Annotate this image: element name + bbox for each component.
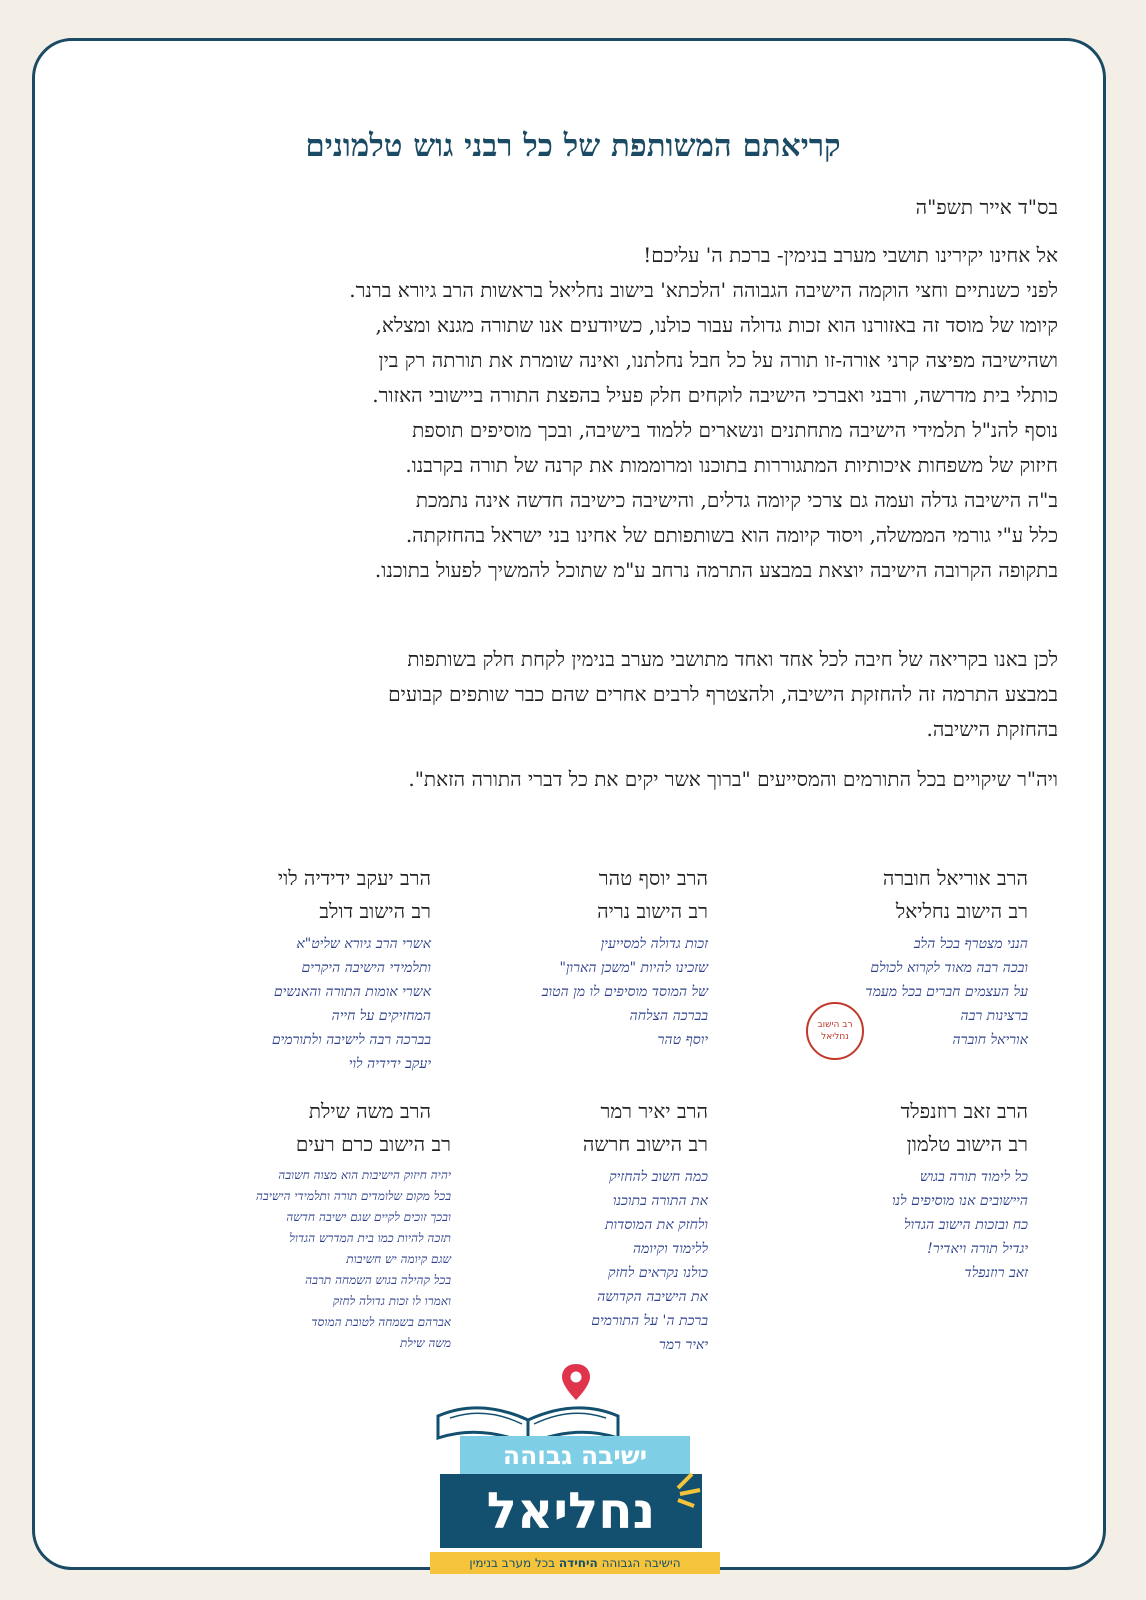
tagline-text: בכל מערב בנימין <box>469 1556 556 1570</box>
handwriting-line: בכל קהילה בגוש השמחה תרבה <box>305 1273 451 1287</box>
letter-date: בס"ד אייר תשפ"ה <box>915 195 1058 219</box>
signature-block <box>728 1095 1028 1285</box>
text-line: בתקופה הקרובה הישיבה יוצאת במבצע התרמה נרחב ע"מ שתוכל להמשיך לפעול בתוכנו. <box>374 558 1058 582</box>
handwriting-line: ברכת ה' על התורמים <box>591 1313 708 1329</box>
handwritten-note <box>408 932 708 1052</box>
paragraph-closing <box>72 762 1058 797</box>
handwriting-line: ברצינות רבה <box>960 1008 1028 1024</box>
handwriting-line: זאב רוזנפלד <box>964 1265 1028 1281</box>
handwriting-line: תזכה להיות כמו בית המדרש הגדול <box>289 1231 451 1245</box>
handwriting-line: זכות גדולה למסייעין <box>600 936 708 952</box>
handwriting-line: יעקב ידידיה לוי <box>348 1056 431 1072</box>
yeshiva-logo <box>430 1362 720 1582</box>
rabbi-name: הרב יאיר רמר <box>600 1099 708 1123</box>
rabbi-town: רב הישוב כרם רעים <box>295 1132 451 1156</box>
rabbi-town: רב הישוב דולב <box>319 899 431 923</box>
handwriting-line: משה שילת <box>399 1336 451 1350</box>
handwriting-line: אברהם בשמחה לטובת המוסד <box>311 1315 451 1329</box>
handwritten-note <box>121 1165 451 1354</box>
text-line: לפני כשנתיים וחצי הוקמה הישיבה הגבוהה 'הלכתא' בישוב נחליאל בראשות הרב גיורא ברנר. <box>349 278 1058 302</box>
handwriting-line: יאיר רמר <box>658 1337 708 1353</box>
logo-tagline <box>430 1552 720 1574</box>
handwriting-line: המחזיקים על חייה <box>331 1008 431 1024</box>
rabbi-town: רב הישוב חרשה <box>582 1132 708 1156</box>
signature-block <box>131 862 431 1076</box>
handwriting-line: שגם קיומה יש חשיבות <box>346 1252 451 1266</box>
text-line: אל אחינו יקירינו תושבי מערב בנימין- ברכת ה' עליכם! <box>643 243 1058 267</box>
rabbi-name: הרב יוסף טהר <box>598 866 708 890</box>
handwriting-line: אשרי הרב גיורא שליט"א <box>296 936 431 952</box>
rabbi-town: רב הישוב טלמון <box>906 1132 1028 1156</box>
rabbi-name: הרב אוריאל חוברה <box>882 866 1028 890</box>
handwriting-line: של המוסד מוסיפים לו מן הטוב <box>541 984 708 1000</box>
handwriting-line: את הישיבה הקדושה <box>597 1289 708 1305</box>
handwriting-line: אשרי אומות התורה והאנשים <box>273 984 431 1000</box>
handwriting-line: על העצמים חברים בכל מעמד <box>865 984 1028 1000</box>
text-line: נוסף להנ"ל תלמידי הישיבה מתחתנים ונשארים ללמוד בישיבה, ובכך מוסיפים תוספת <box>412 418 1058 442</box>
rabbi-town: רב הישוב נריה <box>597 899 708 923</box>
handwriting-line: בכל מקום שלומדים תורה ותלמידי הישיבה <box>255 1189 451 1203</box>
handwriting-line: כל לימוד תורה בגוש <box>919 1169 1028 1185</box>
handwriting-line: ובכה רבה מאוד לקרוא לכולם <box>870 960 1028 976</box>
handwriting-line: ובכך זוכים לקיים שגם ישיבה חדשה <box>286 1210 451 1224</box>
signature-block <box>408 862 708 1052</box>
handwritten-note <box>131 932 431 1076</box>
handwriting-line: היישובים אנו מוסיפים לנו <box>891 1193 1028 1209</box>
handwriting-line: יגדיל תורה ויאדיר! <box>927 1241 1028 1257</box>
signature-block <box>408 1095 708 1357</box>
handwriting-line: יהיה חיזוק הישיבות הוא מצוה חשובה <box>278 1168 451 1182</box>
handwriting-line: כח ובזכות הישוב הגדול <box>904 1217 1028 1233</box>
handwriting-line: יוסף טהר <box>657 1032 708 1048</box>
text-line: בהחזקת הישיבה. <box>926 717 1058 741</box>
text-line: כותלי בית מדרשה, ורבני ואברכי הישיבה לוקחים חלק פעיל בהפצת התורה ביישובי האזור. <box>372 383 1058 407</box>
handwriting-line: ללימוד וקיומה <box>632 1241 708 1257</box>
text-line: במבצע התרמה זה להחזקת הישיבה, ולהצטרף לרבים אחרים שהם כבר שותפים קבועים <box>388 682 1058 706</box>
handwriting-line: הנני מצטרף בכל הלב <box>913 936 1028 952</box>
paragraph-intro <box>72 238 1058 588</box>
tagline-emphasis: היחידה <box>558 1556 598 1570</box>
logo-top-text: ישיבה גבוהה <box>460 1436 690 1476</box>
handwriting-line: שזכינו להיות "משכן הארון" <box>559 960 708 976</box>
handwriting-line: ולחזק את המוסדות <box>604 1217 708 1233</box>
text-line: לכן באנו בקריאה של חיבה לכל אחד ואחד מתושבי מערב בנימין לקחת חלק בשותפות <box>407 647 1058 671</box>
text-line: כלל ע"י גורמי הממשלה, ויסוד קיומה הוא בשותפותם של אחינו בני ישראל בהחזקתה. <box>405 523 1058 547</box>
page-title: קריאתם המשותפת של כל רבני גוש טלמונים <box>305 128 841 164</box>
rabbi-stamp: רב הישוב נחליאל <box>806 1002 864 1060</box>
tagline-text: הישיבה הגבוהה <box>601 1556 681 1570</box>
handwritten-note <box>408 1165 708 1357</box>
text-line: ב"ה הישיבה גדלה ועמה גם צרכי קיומה גדלים, והישיבה כישיבה חדשה אינה נתמכת <box>415 488 1058 512</box>
rabbi-name: הרב יעקב ידידיה לוי <box>277 866 431 890</box>
paragraph-call <box>72 642 1058 747</box>
handwriting-line: בברכה הצלחה <box>629 1008 708 1024</box>
handwriting-line: כולנו נקראים לחזק <box>608 1265 708 1281</box>
rabbi-name: הרב משה שילת <box>308 1099 431 1123</box>
text-line: ושהישיבה מפיצה קרני אורה-זו תורה על כל חבל נחלתנו, ואינה שומרת את תורתה רק בין <box>378 348 1058 372</box>
text-line: קיומו של מוסד זה באזורנו הוא זכות גדולה עבור כולנו, כשיודעים אנו שתורה מגנא ומצלא, <box>375 313 1058 337</box>
text-line: ויה"ר שיקויים בכל התורמים והמסייעים "ברוך אשר יקים את כל דברי התורה הזאת". <box>408 767 1058 791</box>
handwritten-note <box>728 1165 1028 1285</box>
handwritten-note <box>728 932 1028 1052</box>
rabbi-name: הרב זאב רוזנפלד <box>900 1099 1028 1123</box>
handwriting-line: ותלמידי הישיבה היקרים <box>301 960 431 976</box>
logo-main-text: נחליאל <box>440 1474 702 1548</box>
handwriting-line: אוריאל חוברה <box>952 1032 1028 1048</box>
handwriting-line: כמה חשוב להחזיק <box>609 1169 708 1185</box>
handwriting-line: ואמרו לו זכות גדולה לחזק <box>332 1294 451 1308</box>
rabbi-town: רב הישוב נחליאל <box>895 899 1028 923</box>
handwriting-line: בברכה רבה לישיבה ולתורמים <box>271 1032 431 1048</box>
handwriting-line: את התורה בתוכנו <box>612 1193 708 1209</box>
signature-block <box>728 862 1028 1052</box>
text-line: חיזוק של משפחות איכותיות המתגוררות בתוכנו ומרוממות את קרנה של תורה בקרבנו. <box>405 453 1058 477</box>
signature-block <box>121 1095 451 1354</box>
sparkle-icon <box>670 1468 710 1508</box>
